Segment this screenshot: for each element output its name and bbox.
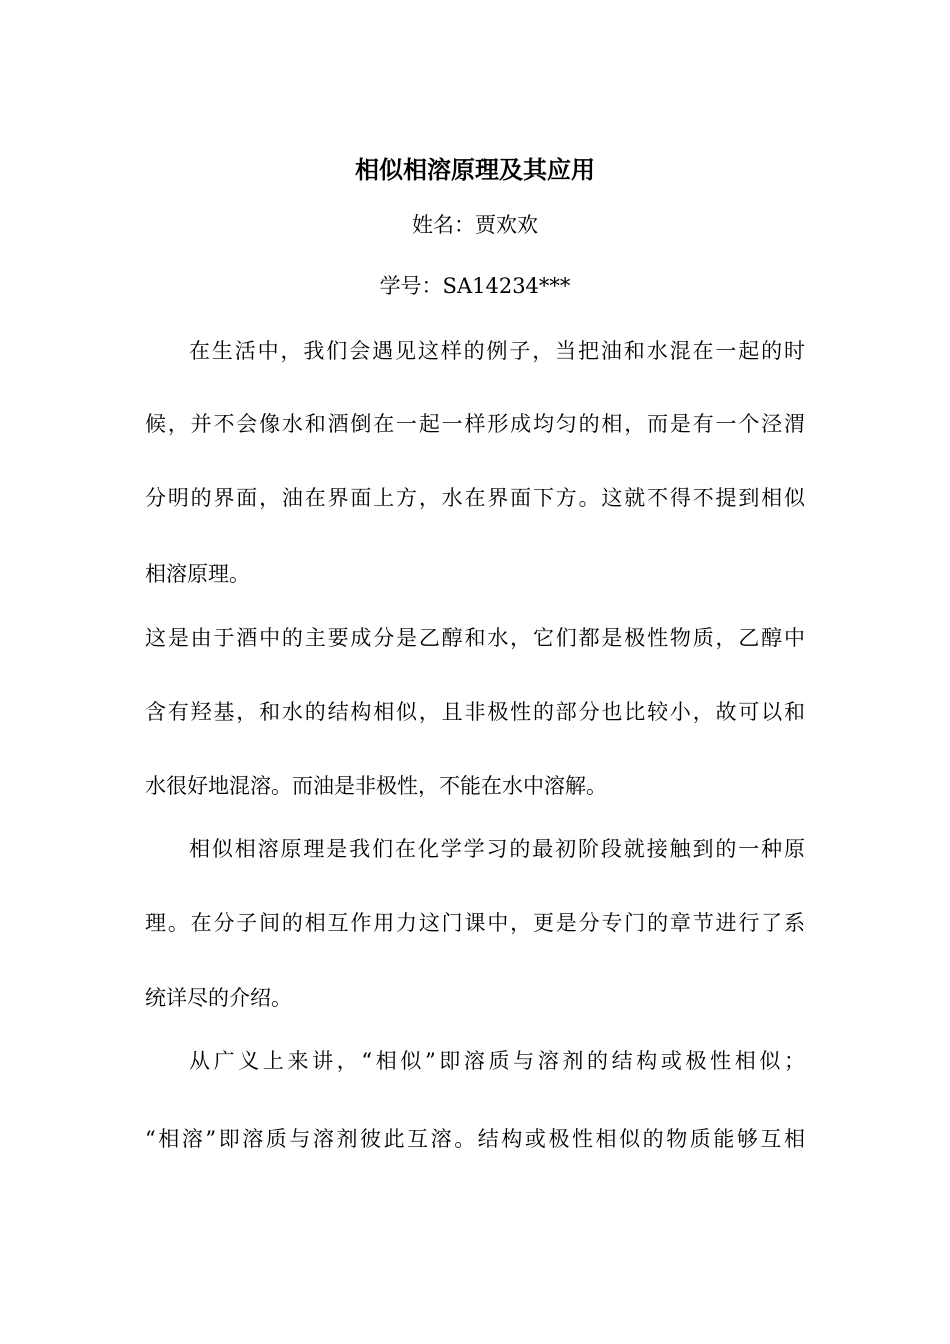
student-id-line: 学号：SA14234*** xyxy=(379,274,571,298)
paragraph-line: 这是由于酒中的主要成分是乙醇和水，它们都是极性物质，乙醇中 xyxy=(145,626,805,650)
paragraph-line: 从广义上来讲，“相似”即溶质与溶剂的结构或极性相似； xyxy=(189,1049,805,1073)
paragraph-line: 相溶原理。 xyxy=(145,562,250,586)
paragraph-line: 水很好地混溶。而油是非极性，不能在水中溶解。 xyxy=(145,774,607,798)
paragraph-line: “相溶”即溶质与溶剂彼此互溶。结构或极性相似的物质能够互相 xyxy=(145,1127,805,1151)
author-line: 姓名：贾欢欢 xyxy=(412,213,538,237)
paragraph-line: 相似相溶原理是我们在化学学习的最初阶段就接触到的一种原 xyxy=(189,837,805,861)
paragraph-line: 含有羟基，和水的结构相似，且非极性的部分也比较小，故可以和 xyxy=(145,700,805,724)
paragraph-line: 分明的界面，油在界面上方，水在界面下方。这就不得不提到相似 xyxy=(145,486,805,510)
paragraph-line: 候，并不会像水和酒倒在一起一样形成均匀的相，而是有一个泾渭 xyxy=(145,412,805,436)
document-title: 相似相溶原理及其应用 xyxy=(355,155,595,184)
paragraph-line: 在生活中，我们会遇见这样的例子，当把油和水混在一起的时 xyxy=(189,339,805,363)
paragraph-line: 理。在分子间的相互作用力这门课中，更是分专门的章节进行了系 xyxy=(145,911,805,935)
paragraph-line: 统详尽的介绍。 xyxy=(145,986,292,1010)
